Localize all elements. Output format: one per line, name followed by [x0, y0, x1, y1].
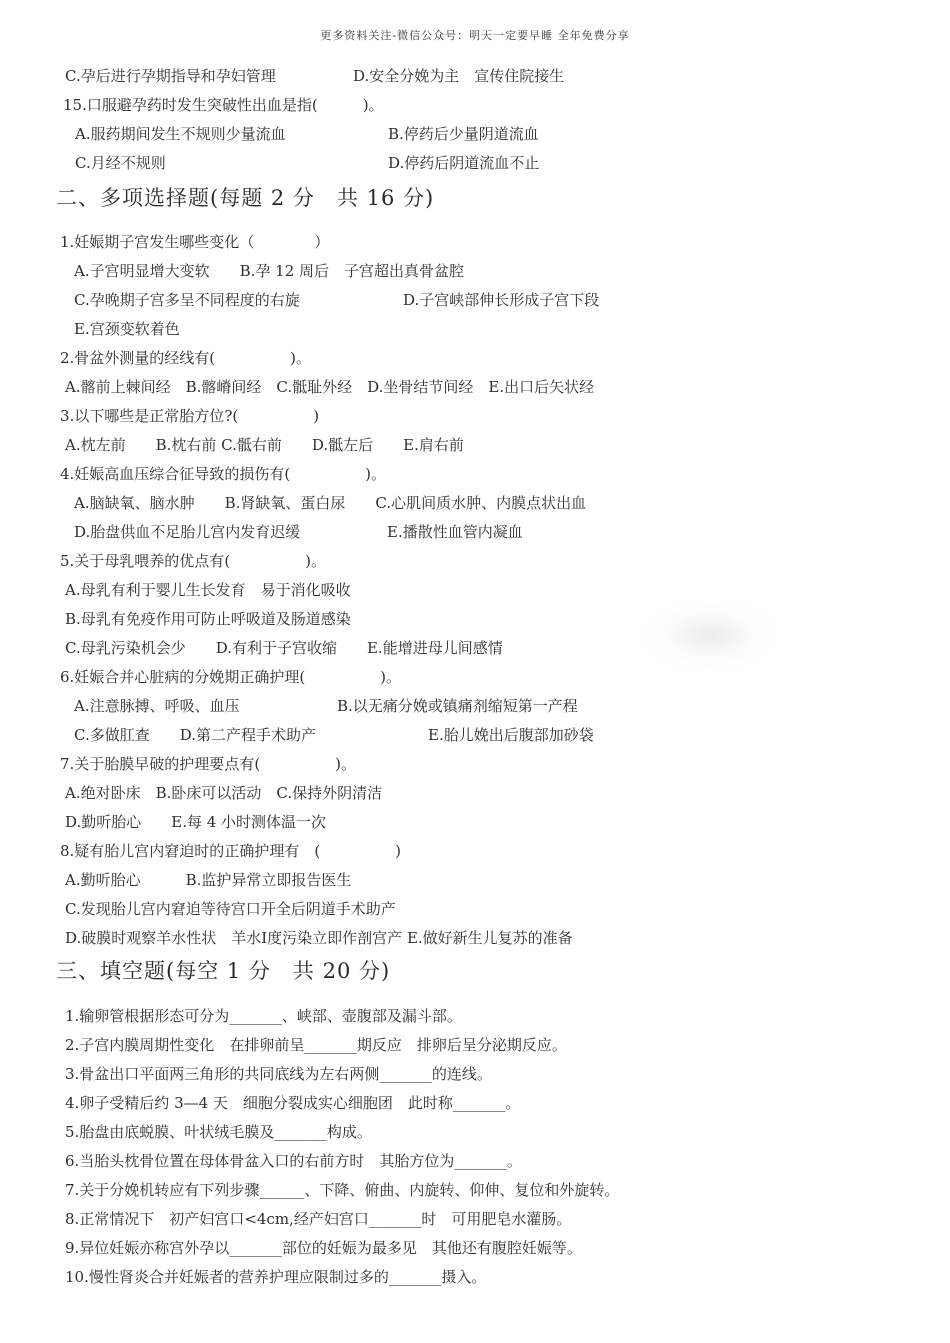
- s2-q6-option-a: A.注意脉搏、呼吸、血压: [74, 697, 240, 715]
- s2-q6-option-b: B.以无痛分娩或镇痛剂缩短第一产程: [337, 697, 578, 715]
- s2-q3-stem: 3.以下哪些是正常胎方位?( ): [60, 407, 320, 425]
- section-2-title: 二、多项选择题(每题 2 分 共 16 分): [56, 186, 435, 210]
- q15-option-d: D.停药后阴道流血不止: [388, 154, 540, 172]
- s2-q5-options-cde: C.母乳污染机会少 D.有利于子宫收缩 E.能增进母儿间感情: [65, 639, 503, 657]
- s2-q1-options-ab: A.子宫明显增大变软 B.孕 12 周后 子宫超出真骨盆腔: [74, 262, 465, 280]
- s3-item-2: 2.子宫内膜周期性变化 在排卵前呈_______期反应 排卵后呈分泌期反应。: [65, 1036, 567, 1054]
- q15-option-a: A.服药期间发生不规则少量流血: [75, 125, 286, 143]
- s2-q5-option-b: B.母乳有免疫作用可防止呼吸道及肠道感染: [65, 610, 351, 628]
- s2-q7-options-de: D.勤听胎心 E.每 4 小时测体温一次: [65, 813, 327, 831]
- s2-q6-option-e: E.胎儿娩出后腹部加砂袋: [428, 726, 594, 744]
- s3-item-7: 7.关于分娩机转应有下列步骤______、下降、俯曲、内旋转、仰伸、复位和外旋转。: [65, 1181, 620, 1199]
- s2-q1-option-c: C.孕晚期子宫多呈不同程度的右旋: [74, 291, 300, 309]
- s2-q7-options-abc: A.绝对卧床 B.卧床可以活动 C.保持外阴清洁: [65, 784, 383, 802]
- s2-q8-option-c: C.发现胎儿宫内窘迫等待宫口开全后阴道手术助产: [65, 900, 396, 918]
- s3-item-8: 8.正常情况下 初产妇宫口<4cm,经产妇宫口_______时 可用肥皂水灌肠。: [65, 1210, 572, 1228]
- s2-q1-stem: 1.妊娠期子宫发生哪些变化（ ）: [60, 233, 330, 251]
- q15-stem: 15.口服避孕药时发生突破性出血是指( )。: [63, 96, 384, 114]
- s2-q3-options: A.枕左前 B.枕右前 C.骶右前 D.骶左后 E.肩右前: [65, 436, 464, 454]
- s3-item-4: 4.卵子受精后约 3—4 天 细胞分裂成实心细胞团 此时称_______。: [65, 1094, 521, 1112]
- s3-item-5: 5.胎盘由底蜕膜、叶状绒毛膜及_______构成。: [65, 1123, 372, 1141]
- s2-q8-stem: 8.疑有胎儿宫内窘迫时的正确护理有 ( ): [60, 842, 402, 860]
- s2-q8-options-de: D.破膜时观察羊水性状 羊水Ⅰ度污染立即作剖宫产 E.做好新生儿复苏的准备: [65, 929, 573, 947]
- s2-q4-options-abc: A.脑缺氧、脑水肿 B.肾缺氧、蛋白尿 C.心肌间质水肿、内膜点状出血: [74, 494, 587, 512]
- s2-q4-option-d: D.胎盘供血不足胎儿宫内发育迟缓: [74, 523, 301, 541]
- s2-q2-stem: 2.骨盆外测量的经线有( )。: [60, 349, 312, 367]
- q14-option-d: D.安全分娩为主 宣传住院接生: [353, 67, 565, 85]
- s2-q8-options-ab: A.勤听胎心 B.监护异常立即报告医生: [65, 871, 352, 889]
- s3-item-9: 9.异位妊娠亦称宫外孕以_______部位的妊娠为最多见 其他还有腹腔妊娠等。: [65, 1239, 582, 1257]
- q14-option-c: C.孕后进行孕期指导和孕妇管理: [65, 67, 276, 85]
- s3-item-10: 10.慢性肾炎合并妊娠者的营养护理应限制过多的_______摄入。: [65, 1268, 487, 1286]
- q15-option-b: B.停药后少量阴道流血: [388, 125, 539, 143]
- q15-option-c: C.月经不规则: [75, 154, 166, 172]
- s2-q2-options: A.髂前上棘间经 B.髂嵴间经 C.骶耻外经 D.坐骨结节间经 E.出口后矢状经: [65, 378, 595, 396]
- s2-q5-stem: 5.关于母乳喂养的优点有( )。: [60, 552, 327, 570]
- s3-item-3: 3.骨盆出口平面两三角形的共同底线为左右两侧_______的连线。: [65, 1065, 492, 1083]
- s2-q5-option-a: A.母乳有利于婴儿生长发育 易于消化吸收: [65, 581, 351, 599]
- s3-item-1: 1.输卵管根据形态可分为_______、峡部、壶腹部及漏斗部。: [65, 1007, 462, 1025]
- s2-q6-stem: 6.妊娠合并心脏病的分娩期正确护理( )。: [60, 668, 402, 686]
- page-header: 更多资料关注-微信公众号：明天一定要早睡 全年免费分享: [320, 29, 630, 42]
- section-3-title: 三、填空题(每空 1 分 共 20 分): [56, 959, 391, 983]
- s2-q1-option-d: D.子宫峡部伸长形成子宫下段: [403, 291, 600, 309]
- s3-item-6: 6.当胎头枕骨位置在母体骨盆入口的右前方时 其胎方位为_______。: [65, 1152, 522, 1170]
- s2-q4-stem: 4.妊娠高血压综合征导致的损伤有( )。: [60, 465, 387, 483]
- s2-q4-option-e: E.播散性血管内凝血: [387, 523, 523, 541]
- scan-smudge: [645, 600, 775, 670]
- s2-q7-stem: 7.关于胎膜早破的护理要点有( )。: [60, 755, 357, 773]
- s2-q1-option-e: E.宫颈变软着色: [74, 320, 180, 338]
- s2-q6-options-cd: C.多做肛查 D.第二产程手术助产: [74, 726, 316, 744]
